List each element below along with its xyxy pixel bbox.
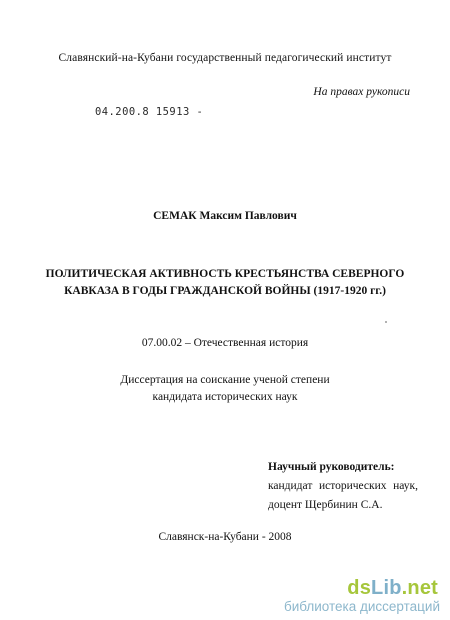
degree-line: кандидата исторических наук [152, 391, 298, 403]
degree-statement [0, 372, 450, 406]
specialty-code: 07.00.02 – Отечественная история [141, 337, 309, 349]
rights-note: На правах рукописи [313, 86, 410, 98]
supervisor-name: доцент Щербинин С.А. [268, 499, 383, 511]
institute-name: Славянский-на-Кубани государственный педагогический институт [58, 52, 392, 64]
watermark-logo-lib: Lib [371, 577, 402, 599]
title-line: КАВКАЗА В ГОДЫ ГРАЖДАНСКОЙ ВОЙНЫ (1917-1920 гг.) [64, 285, 386, 297]
watermark-logo [347, 577, 438, 600]
dissertation-title [30, 266, 420, 300]
title-line: ПОЛИТИЧЕСКАЯ АКТИВНОСТЬ КРЕСТЬЯНСТВА СЕВЕРНОГО [45, 268, 405, 280]
supervisor-degree: кандидат исторических наук, [268, 480, 418, 492]
watermark-logo-ds: ds [347, 577, 372, 599]
supervisor-heading: Научный руководитель: [268, 461, 395, 473]
watermark-logo-net: .net [401, 577, 438, 599]
degree-line: Диссертация на соискание ученой степени [120, 374, 330, 386]
watermark-subtitle: библиотека диссертаций [283, 599, 440, 614]
scan-speck [385, 321, 387, 323]
city-year: Славянск-на-Кубани - 2008 [158, 531, 292, 543]
author-name: СЕМАК Максим Павлович [153, 210, 297, 222]
library-stamp-number: 04.200.8 15913 - [95, 105, 204, 118]
